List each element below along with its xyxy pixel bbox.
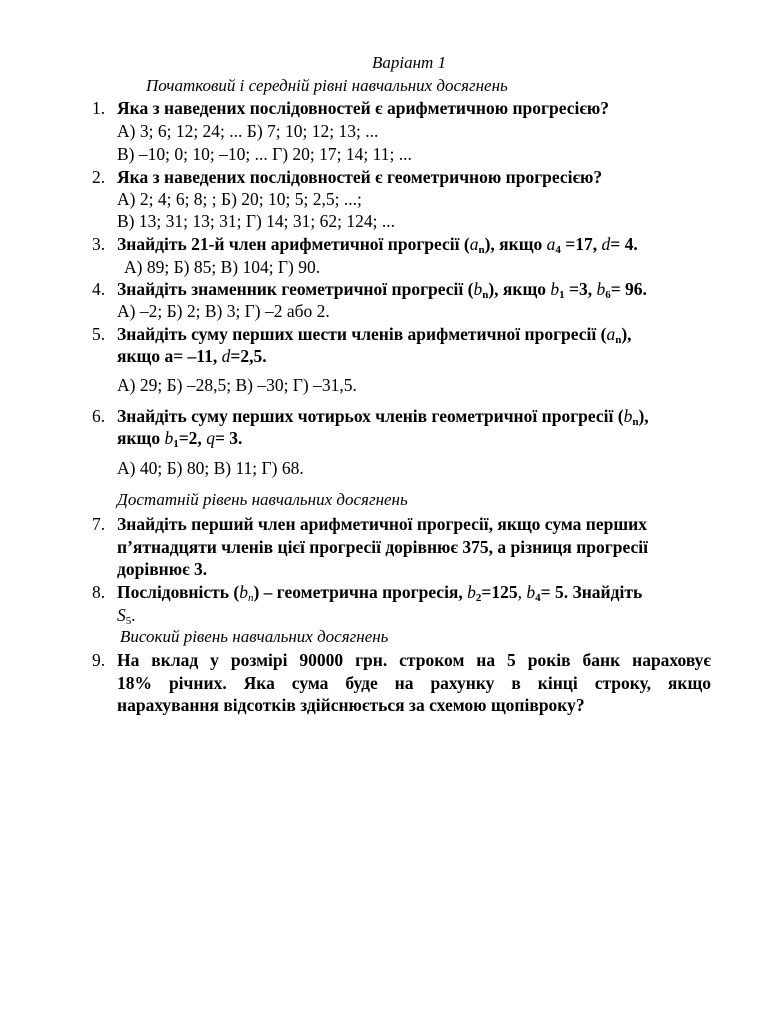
question-number: 8. (92, 582, 106, 602)
question-9-line-1: На вклад у розмірі 90000 грн. строком на 5 років банк нараховує (117, 650, 711, 670)
variant-title: Варіант 1 (372, 53, 447, 72)
question-5-text: Знайдіть суму перших шести членів арифметичної прогресії $(a_n)$, (117, 324, 632, 346)
question-8-text: Послідовність $(b_n)$ – геометрична прогресія, $b_2=125$, $b_4= 5$. Знайдіть (117, 582, 643, 604)
question-number: 6. (92, 406, 106, 426)
question-7-line-1: Знайдіть перший член арифметичної прогресії, якщо сума перших (117, 514, 647, 534)
question-6-condition: якщо $b_1=2$, q= 3. (117, 428, 243, 450)
question-7-line-2: п’ятнадцяти членів цієї прогресії дорівнює 375, а різниця прогресії (117, 537, 648, 557)
question-1-options-b: В) –10; 0; 10; –10; ... Г) 20; 17; 14; 11; ... (117, 144, 412, 164)
question-3-text: Знайдіть 21-й член арифметичної прогресії $(a_n)$, якщо $a_4 =17$, d= 4. (117, 234, 638, 256)
question-5-condition: якщо a= –11, d=2,5. (117, 346, 267, 366)
question-2-options-b: В) 13; 31; 13; 31; Г) 14; 31; 62; 124; ... (117, 211, 395, 231)
level-heading-sufficient: Достатній рівень навчальних досягнень (117, 490, 408, 509)
question-1-options-a: А) 3; 6; 12; 24; ... Б) 7; 10; 12; 13; ... (117, 121, 379, 141)
question-number: 2. (92, 167, 106, 187)
question-2-text: Яка з наведених послідовностей є геометричною прогресією? (117, 167, 603, 187)
question-number: 1. (92, 98, 106, 118)
question-9-line-2: 18% річних. Яка сума буде на рахунку в кінці строку, якщо (117, 673, 711, 693)
question-7-line-3: дорівнює 3. (117, 559, 208, 579)
question-6-options: А) 40; Б) 80; В) 11; Г) 68. (117, 458, 304, 478)
question-3-options: А) 89; Б) 85; В) 104; Г) 90. (124, 257, 321, 277)
question-8-sum-label: $S_5$. (117, 605, 136, 627)
question-number: 5. (92, 324, 106, 344)
question-1-text: Яка з наведених послідовностей є арифметичною прогресією? (117, 98, 610, 118)
question-5-options: А) 29; Б) –28,5; В) –30; Г) –31,5. (117, 375, 357, 395)
question-number: 9. (92, 650, 106, 670)
question-4-text: Знайдіть знаменник геометричної прогресії $(b_n)$, якщо $b_1 =3$, $b_6= 96$. (117, 279, 647, 301)
question-number: 7. (92, 514, 106, 534)
question-9-line-3: нарахування відсотків здійснюється за схемою щопівроку? (117, 695, 585, 715)
question-4-options: А) –2; Б) 2; В) 3; Г) –2 або 2. (117, 301, 330, 321)
question-2-options-a: А) 2; 4; 6; 8; ; Б) 20; 10; 5; 2,5; ...; (117, 189, 362, 209)
question-number: 3. (92, 234, 106, 254)
level-heading-basic: Початковий і середній рівні навчальних досягнень (146, 76, 508, 95)
question-number: 4. (92, 279, 106, 299)
level-heading-high: Високий рівень навчальних досягнень (120, 627, 389, 646)
question-6-text: Знайдіть суму перших чотирьох членів геометричної прогресії $(b_n)$, (117, 406, 649, 428)
